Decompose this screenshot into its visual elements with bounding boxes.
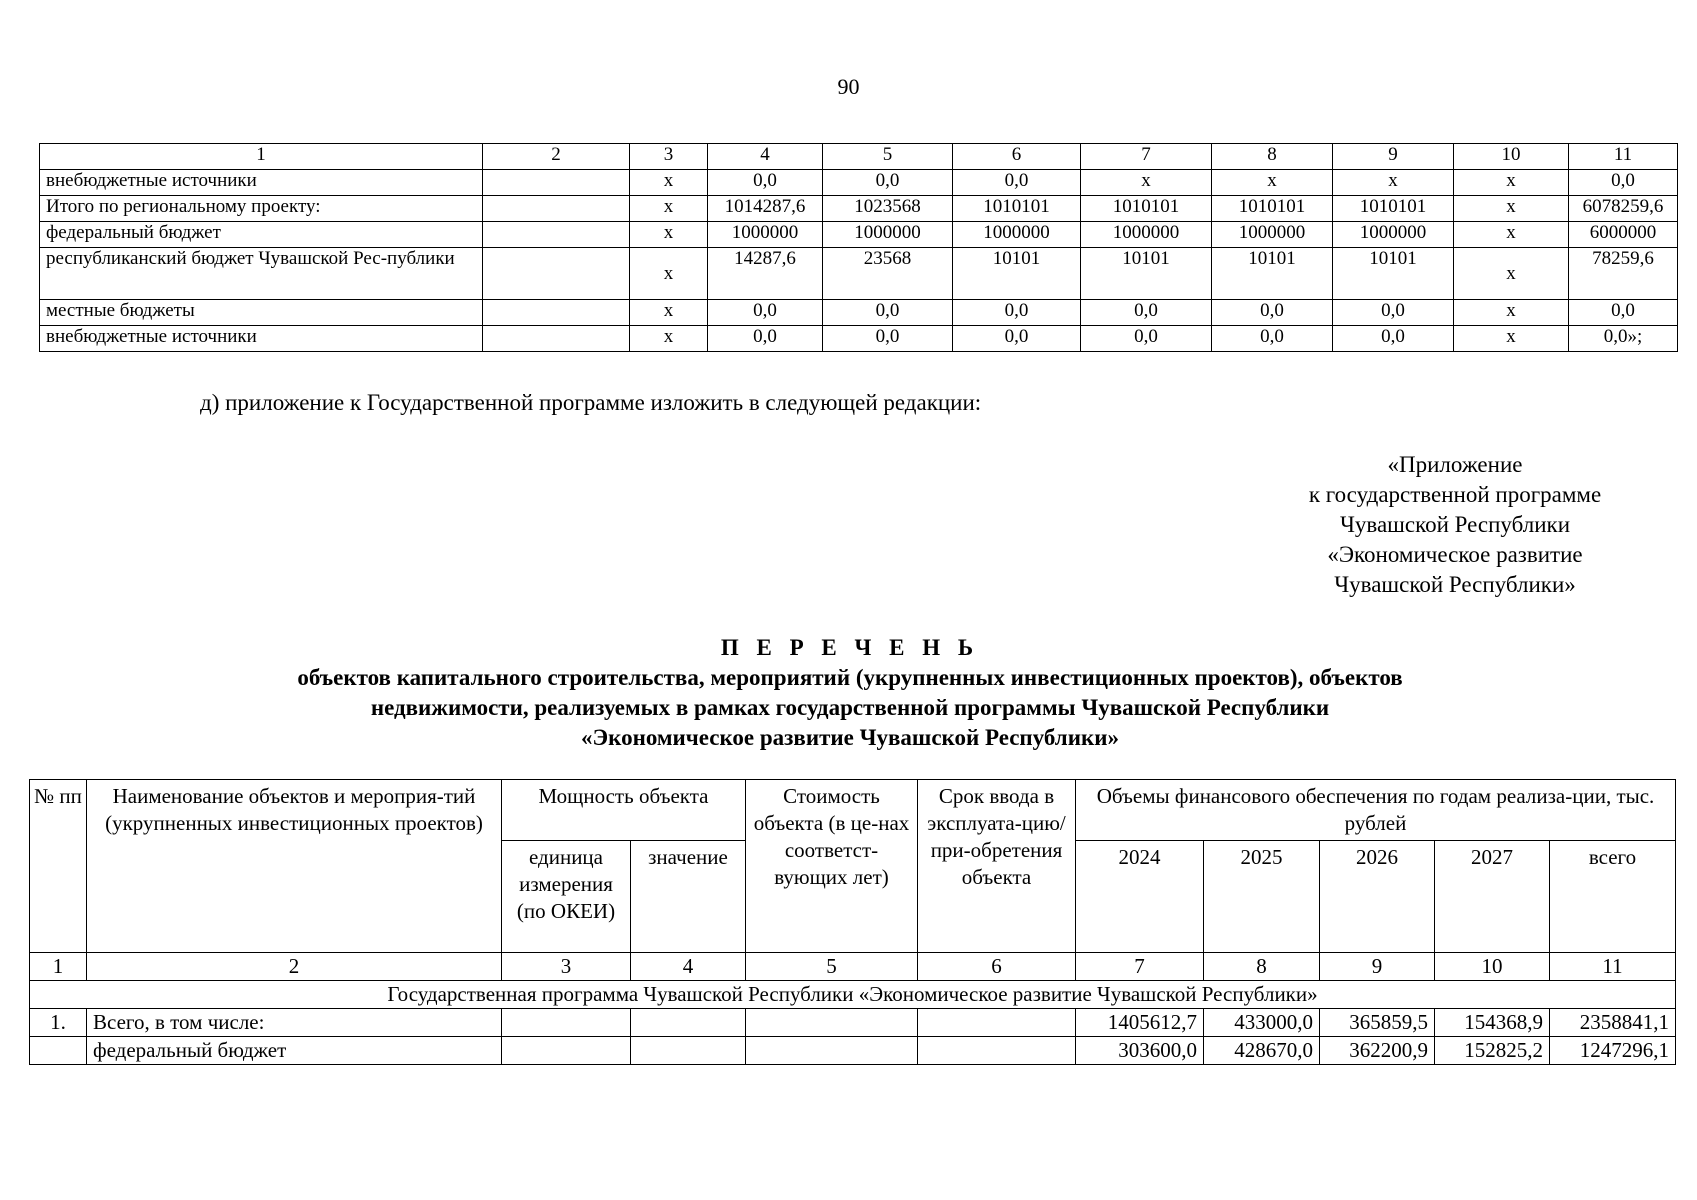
top-table-header: [40, 144, 1678, 170]
table-cell: 0,0: [823, 300, 953, 326]
section-title: Государственная программа Чувашской Республики «Экономическое развитие Чувашской Республики»: [30, 981, 1676, 1009]
page-number: 90: [837, 74, 860, 99]
instruction-paragraph: д) приложение к Государственной программе изложить в следующей редакции:: [200, 390, 982, 415]
table-cell: 1010101: [953, 196, 1081, 222]
table-cell: 78259,6: [1569, 248, 1678, 300]
header-capacity: Мощность объекта: [502, 780, 746, 841]
appendix-line: «Экономическое развитие: [1327, 542, 1583, 567]
index-cell: 10: [1435, 953, 1550, 981]
table-cell: 10101: [1081, 248, 1212, 300]
table-cell: [502, 1037, 631, 1065]
row-name: Всего, в том числе:: [87, 1009, 502, 1037]
table-cell: 0,0: [953, 170, 1081, 196]
table-row: [30, 1009, 1676, 1037]
row-name: федеральный бюджет: [40, 222, 483, 248]
table-cell: 0,0: [823, 170, 953, 196]
header-year: 2026: [1320, 841, 1435, 953]
header-unit: единица измерения (по ОКЕИ): [502, 841, 631, 953]
row-name: внебюджетные источники: [40, 170, 483, 196]
table-row: [40, 222, 1678, 248]
table-cell: 0,0: [708, 300, 823, 326]
table-cell: 152825,2: [1435, 1037, 1550, 1065]
table-cell: 1000000: [1081, 222, 1212, 248]
header-cell: 4: [708, 144, 823, 170]
index-cell: 1: [30, 953, 87, 981]
table-cell: 6000000: [1569, 222, 1678, 248]
table-cell: x: [1454, 196, 1569, 222]
title-main: П Е Р Е Ч Е Н Ь: [720, 635, 980, 660]
row-col2: [483, 248, 630, 300]
table-cell: 10101: [1333, 248, 1454, 300]
table-cell: 1023568: [823, 196, 953, 222]
table-cell: [631, 1009, 746, 1037]
table-cell: 10101: [1212, 248, 1333, 300]
title-line: объектов капитального строительства, мероприятий (укрупненных инвестиционных проектов), объектов: [297, 665, 1403, 690]
table-cell: 1000000: [823, 222, 953, 248]
header-cell: 7: [1081, 144, 1212, 170]
table-cell: [631, 1037, 746, 1065]
table-cell: x: [1454, 300, 1569, 326]
table-cell: 0,0: [1212, 300, 1333, 326]
table-cell: x: [1454, 326, 1569, 352]
table-cell: 1247296,1: [1550, 1037, 1676, 1065]
table-cell: 0,0»;: [1569, 326, 1678, 352]
table-cell: 6078259,6: [1569, 196, 1678, 222]
table-cell: 1014287,6: [708, 196, 823, 222]
header-cell: 2: [483, 144, 630, 170]
header-total: всего: [1550, 841, 1676, 953]
table-cell: x: [1333, 170, 1454, 196]
table-cell: 0,0: [953, 326, 1081, 352]
table-cell: 10101: [953, 248, 1081, 300]
table-cell: x: [630, 170, 708, 196]
appendix-line: Чувашской Республики»: [1334, 572, 1576, 597]
table-cell: [746, 1009, 918, 1037]
table-cell: 1000000: [953, 222, 1081, 248]
header-year: 2027: [1435, 841, 1550, 953]
table-row: [40, 326, 1678, 352]
table-row: [40, 300, 1678, 326]
table-row: [40, 196, 1678, 222]
table-cell: 1010101: [1212, 196, 1333, 222]
table-cell: 0,0: [1333, 326, 1454, 352]
table-cell: 0,0: [1569, 170, 1678, 196]
appendix-heading: [1270, 450, 1640, 600]
row-col2: [483, 170, 630, 196]
appendix-line: «Приложение: [1387, 452, 1523, 477]
table-cell: 0,0: [1081, 300, 1212, 326]
row-col2: [483, 222, 630, 248]
table-cell: x: [630, 196, 708, 222]
table-cell: 2358841,1: [1550, 1009, 1676, 1037]
table-cell: x: [1081, 170, 1212, 196]
row-num: [30, 1037, 87, 1065]
row-name: Итого по региональному проекту:: [40, 196, 483, 222]
header-cell: 6: [953, 144, 1081, 170]
row-col2: [483, 300, 630, 326]
row-name: республиканский бюджет Чувашской Рес-публики: [40, 248, 483, 300]
header-name: Наименование объектов и мероприя-тий (укрупненных инвестиционных проектов): [87, 780, 502, 953]
table-cell: x: [1454, 248, 1569, 300]
table-cell: x: [1454, 170, 1569, 196]
table-cell: x: [630, 326, 708, 352]
header-term: Срок ввода в эксплуата-цию/при-обретения объекта: [918, 780, 1076, 953]
table-cell: 0,0: [953, 300, 1081, 326]
header-cost: Стоимость объекта (в це-нах соответст-вующих лет): [746, 780, 918, 953]
table-cell: 1010101: [1081, 196, 1212, 222]
index-cell: 4: [631, 953, 746, 981]
row-name: внебюджетные источники: [40, 326, 483, 352]
table-cell: 0,0: [1333, 300, 1454, 326]
header-cell: 8: [1212, 144, 1333, 170]
table-cell: 14287,6: [708, 248, 823, 300]
row-col2: [483, 326, 630, 352]
section-row: [30, 981, 1676, 1009]
header-cell: 9: [1333, 144, 1454, 170]
table-cell: [918, 1009, 1076, 1037]
appendix-line: Чувашской Республики: [1339, 512, 1571, 537]
table-cell: 1405612,7: [1076, 1009, 1204, 1037]
index-cell: 2: [87, 953, 502, 981]
table-cell: x: [630, 300, 708, 326]
table-cell: 0,0: [1081, 326, 1212, 352]
index-cell: 8: [1204, 953, 1320, 981]
table-cell: 154368,9: [1435, 1009, 1550, 1037]
header-cell: 11: [1569, 144, 1678, 170]
title-line: недвижимости, реализуемых в рамках государственной программы Чувашской Республики: [370, 695, 1330, 720]
header-year: 2024: [1076, 841, 1204, 953]
index-cell: 3: [502, 953, 631, 981]
appendix-line: к государственной программе: [1308, 482, 1602, 507]
table-cell: 428670,0: [1204, 1037, 1320, 1065]
table-cell: 1000000: [1333, 222, 1454, 248]
index-cell: 9: [1320, 953, 1435, 981]
row-name: федеральный бюджет: [87, 1037, 502, 1065]
header-cell: 1: [40, 144, 483, 170]
header-cell: 5: [823, 144, 953, 170]
header-value: значение: [631, 841, 746, 953]
table-cell: 362200,9: [1320, 1037, 1435, 1065]
table-cell: x: [1212, 170, 1333, 196]
index-cell: 6: [918, 953, 1076, 981]
table-cell: 0,0: [823, 326, 953, 352]
header-num: № пп: [30, 780, 87, 953]
title-line: «Экономическое развитие Чувашской Республики»: [581, 725, 1119, 750]
index-row: [30, 953, 1676, 981]
row-col2: [483, 196, 630, 222]
index-cell: 11: [1550, 953, 1676, 981]
table-cell: x: [1454, 222, 1569, 248]
table-cell: 433000,0: [1204, 1009, 1320, 1037]
table-cell: 0,0: [708, 170, 823, 196]
table-cell: 0,0: [1569, 300, 1678, 326]
table-cell: 1010101: [1333, 196, 1454, 222]
table-row: [30, 1037, 1676, 1065]
table-cell: 365859,5: [1320, 1009, 1435, 1037]
table-cell: 0,0: [1212, 326, 1333, 352]
document-title: [150, 633, 1550, 753]
main-table-header-row: [30, 780, 1676, 841]
row-num: 1.: [30, 1009, 87, 1037]
index-cell: 5: [746, 953, 918, 981]
table-cell: [746, 1037, 918, 1065]
top-table: [39, 143, 1678, 352]
table-row: [40, 170, 1678, 196]
index-cell: 7: [1076, 953, 1204, 981]
table-cell: 1000000: [708, 222, 823, 248]
header-finance: Объемы финансового обеспечения по годам реализа-ции, тыс. рублей: [1076, 780, 1676, 841]
header-cell: 3: [630, 144, 708, 170]
row-name: местные бюджеты: [40, 300, 483, 326]
table-cell: x: [630, 248, 708, 300]
main-table: [29, 779, 1676, 1065]
header-cell: 10: [1454, 144, 1569, 170]
table-cell: 1000000: [1212, 222, 1333, 248]
header-year: 2025: [1204, 841, 1320, 953]
table-cell: [918, 1037, 1076, 1065]
table-cell: x: [630, 222, 708, 248]
table-cell: 0,0: [708, 326, 823, 352]
table-cell: 303600,0: [1076, 1037, 1204, 1065]
table-cell: 23568: [823, 248, 953, 300]
table-cell: [502, 1009, 631, 1037]
table-row: [40, 248, 1678, 300]
